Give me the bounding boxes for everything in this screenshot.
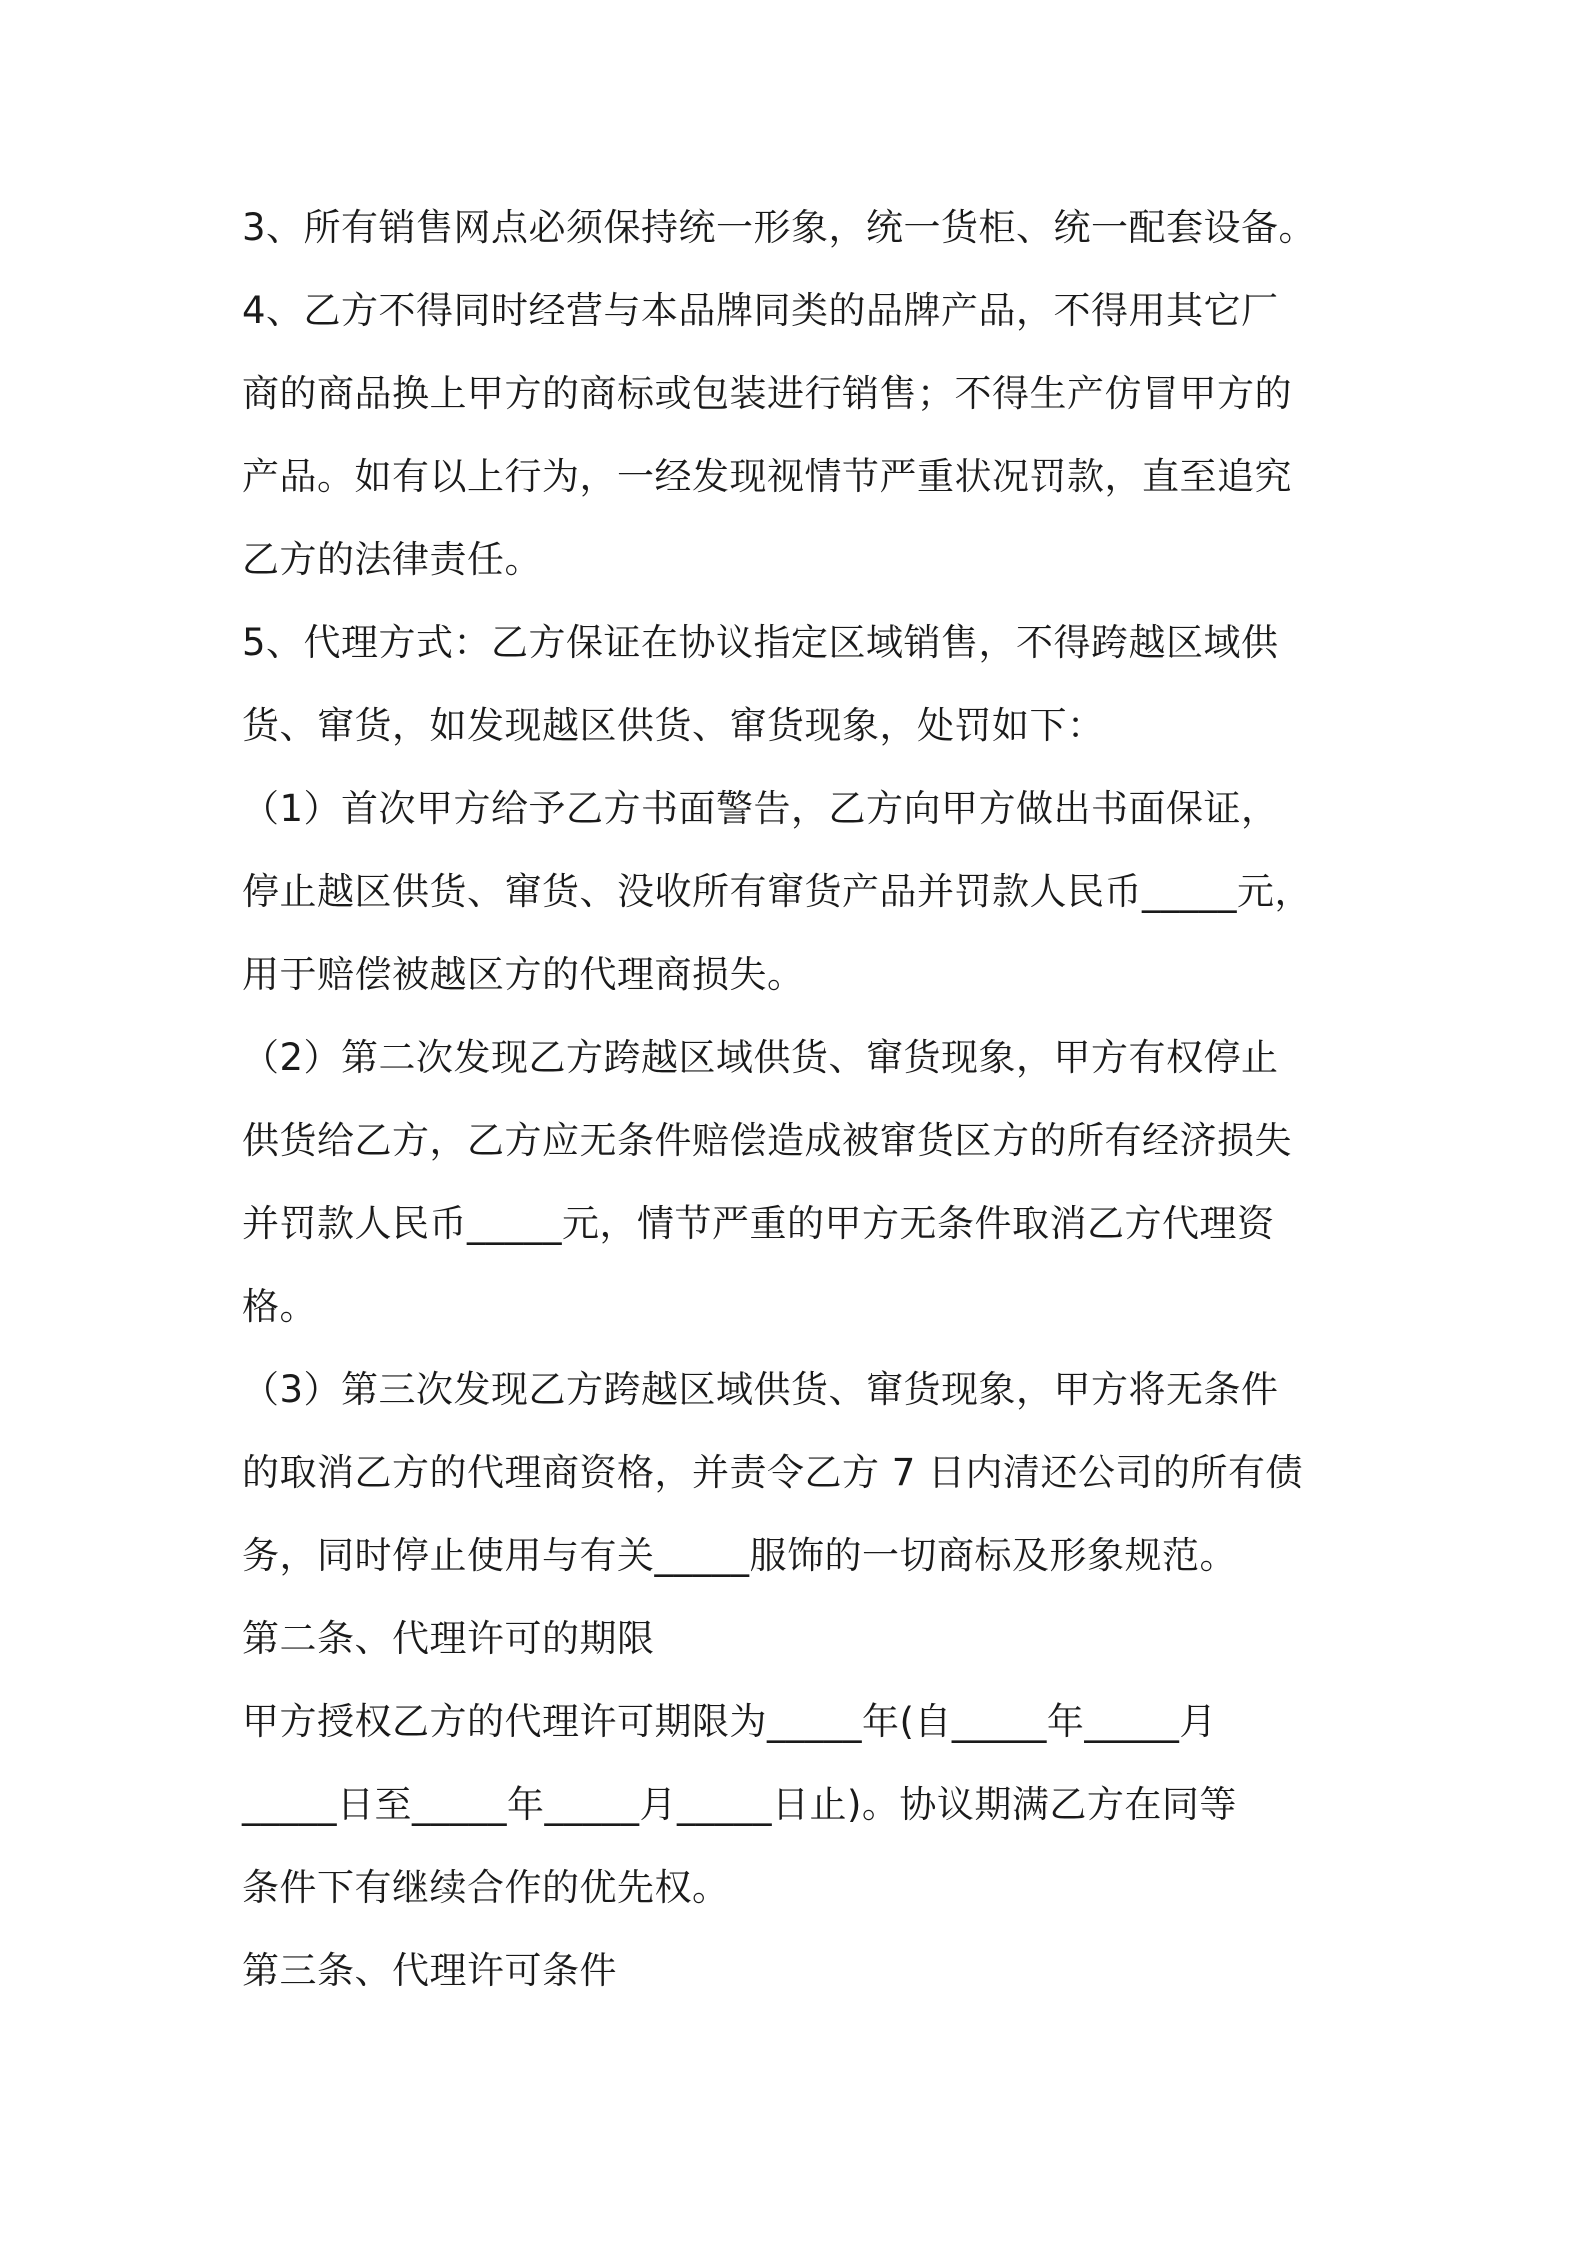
text-line: （2）第二次发现乙方跨越区域供货、窜货现象，甲方有权停止 xyxy=(242,1036,1279,1079)
text-line: 甲方授权乙方的代理许可期限为_____年(自_____年_____月 xyxy=(242,1700,1217,1743)
text-line: 产品。如有以上行为，一经发现视情节严重状况罚款，直至追究 xyxy=(242,455,1292,498)
text-line: 条件下有继续合作的优先权。 xyxy=(242,1866,730,1909)
text-line: 4、乙方不得同时经营与本品牌同类的品牌产品，不得用其它厂 xyxy=(242,289,1279,332)
text-line: 3、所有销售网点必须保持统一形象，统一货柜、统一配套设备。 xyxy=(242,206,1317,249)
text-line: 停止越区供货、窜货、没收所有窜货产品并罚款人民币_____元， xyxy=(242,870,1312,913)
text-line: 务，同时停止使用与有关_____服饰的一切商标及形象规范。 xyxy=(242,1534,1237,1577)
text-line: （3）第三次发现乙方跨越区域供货、窜货现象，甲方将无条件 xyxy=(242,1368,1279,1411)
text-line: 5、代理方式：乙方保证在协议指定区域销售，不得跨越区域供 xyxy=(242,621,1279,664)
text-line: 商的商品换上甲方的商标或包装进行销售；不得生产仿冒甲方的 xyxy=(242,372,1292,415)
text-line: 货、窜货，如发现越区供货、窜货现象，处罚如下： xyxy=(242,704,1105,747)
text-line: 用于赔偿被越区方的代理商损失。 xyxy=(242,953,805,996)
section-heading: 第三条、代理许可条件 xyxy=(242,1949,617,1992)
text-line: （1）首次甲方给予乙方书面警告，乙方向甲方做出书面保证， xyxy=(242,787,1279,830)
text-line: 供货给乙方，乙方应无条件赔偿造成被窜货区方的所有经济损失 xyxy=(242,1119,1292,1162)
text-line: 乙方的法律责任。 xyxy=(242,538,542,581)
text-line: 的取消乙方的代理商资格，并责令乙方 7 日内清还公司的所有债 xyxy=(242,1451,1304,1494)
text-line: 并罚款人民币_____元，情节严重的甲方无条件取消乙方代理资 xyxy=(242,1202,1275,1245)
text-line: 格。 xyxy=(242,1285,317,1328)
section-heading: 第二条、代理许可的期限 xyxy=(242,1617,655,1660)
text-line: _____日至_____年_____月_____日止)。协议期满乙方在同等 xyxy=(242,1783,1237,1826)
